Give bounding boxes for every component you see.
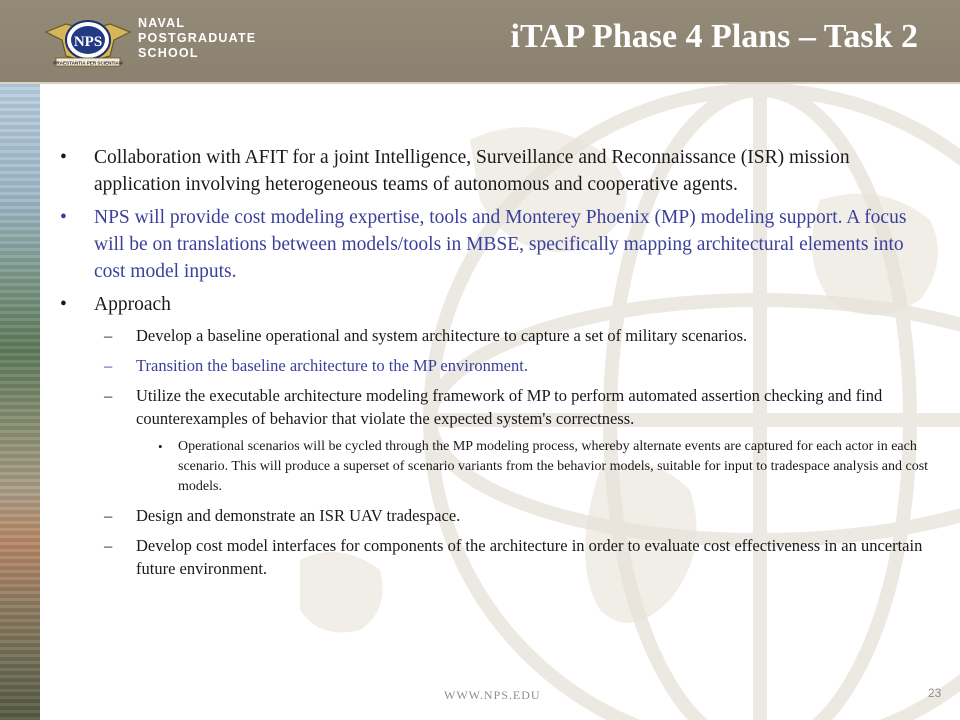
campus-photo-strip: [0, 82, 40, 720]
approach-item: [58, 504, 938, 527]
logo-monogram: NPS: [73, 34, 103, 50]
bullet-marker: •: [60, 147, 67, 168]
approach-text: Develop a baseline operational and system architecture to capture a set of military scenarios.: [136, 326, 748, 345]
sub-bullet-item: [58, 437, 938, 497]
school-line: SCHOOL: [138, 46, 199, 60]
dash-marker: –: [104, 356, 113, 375]
bullet-marker: •: [60, 294, 67, 315]
nps-logo: [44, 10, 132, 72]
header-divider: [0, 82, 960, 84]
bullet-text: Approach: [94, 294, 171, 315]
approach-text: Transition the baseline architecture to the MP environment.: [136, 356, 528, 375]
school-line: NAVAL: [138, 16, 186, 30]
bullet-item: [58, 291, 938, 318]
approach-text: Utilize the executable architecture modeling framework of MP to perform automated assertion checking and find counterexamples of behavior that violate the expected system's correctness.: [136, 386, 883, 428]
bullet-marker: •: [158, 439, 163, 454]
bullet-item: [58, 144, 938, 198]
page-number: 23: [928, 686, 942, 700]
approach-item: [58, 324, 938, 347]
school-line: POSTGRADUATE: [138, 31, 257, 45]
footer-url: WWW.NPS.EDU: [444, 688, 541, 702]
dash-marker: –: [104, 506, 113, 525]
school-name: [138, 16, 256, 61]
dash-marker: –: [104, 386, 113, 405]
slide-body: [58, 144, 938, 587]
bullet-text: NPS will provide cost modeling expertise, tools and Monterey Phoenix (MP) modeling support. A focus will be on translations between models/tools in MBSE, specifically mapping architectural elements into cost model inputs.: [94, 207, 907, 282]
approach-item: [58, 534, 938, 580]
bullet-marker: •: [60, 207, 67, 228]
dash-marker: –: [104, 326, 113, 345]
logo-motto: PRAESTANTIA PER SCIENTIAM: [53, 60, 123, 66]
approach-item: [58, 384, 938, 430]
bullet-text: Collaboration with AFIT for a joint Intelligence, Surveillance and Reconnaissance (ISR) mission application involving heterogeneous teams of autonomous and cooperative agents.: [94, 147, 850, 195]
sub-bullet-text: Operational scenarios will be cycled through the MP modeling process, whereby alternate events are captured for each actor in each scenario. This will produce a superset of scenario variants from the behavior models, suitable for input to tradespace analysis and cost models.: [178, 439, 929, 494]
slide-title: iTAP Phase 4 Plans – Task 2: [510, 18, 918, 55]
bullet-item: [58, 204, 938, 285]
dash-marker: –: [104, 536, 113, 555]
approach-item: [58, 354, 938, 377]
approach-text: Design and demonstrate an ISR UAV tradespace.: [136, 506, 461, 525]
approach-text: Develop cost model interfaces for components of the architecture in order to evaluate cost effectiveness in an uncertain future environment.: [136, 536, 923, 578]
